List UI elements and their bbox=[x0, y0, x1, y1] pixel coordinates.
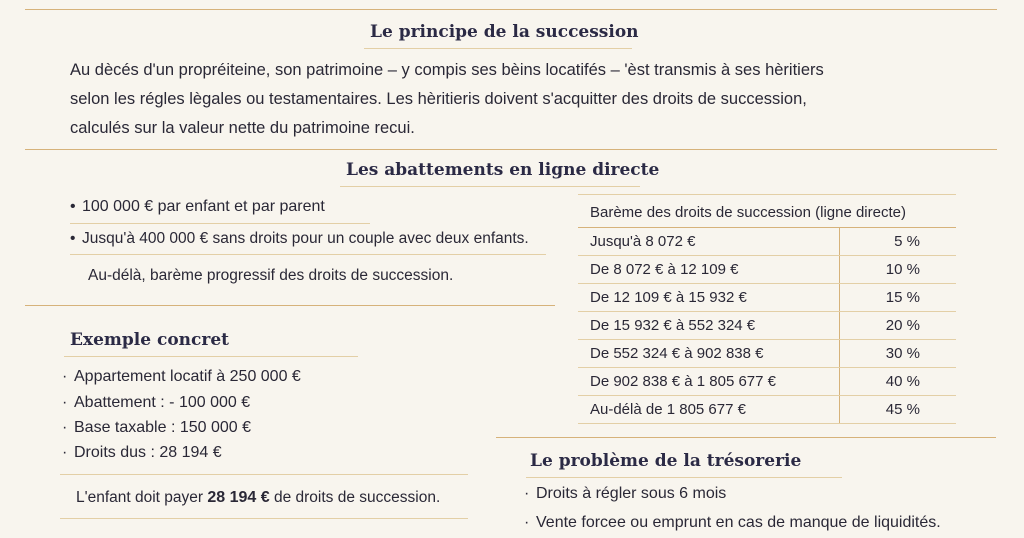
bareme-range: De 8 072 € à 12 109 € bbox=[578, 256, 840, 284]
principe-line: selon les régles lègales ou testamentaires. Les hèritieris doivent s'acquitter des droits de succession, bbox=[70, 90, 807, 108]
principe-line: Au dècés d'un propréiteine, son patrimoine – y compis ses bèins locatifés – 'èst transmis à ses hèritiers bbox=[70, 61, 824, 79]
exemple-title-underline bbox=[64, 356, 358, 357]
abattement-bullet: • Jusqu'à 400 000 € sans droits pour un couple avec deux enfants. bbox=[70, 230, 529, 247]
abattement-underline bbox=[70, 254, 546, 255]
principe-title: Le principe de la succession bbox=[370, 22, 639, 42]
exemple-bottom-rule bbox=[60, 518, 468, 519]
right-divider bbox=[496, 437, 996, 438]
left-divider bbox=[25, 305, 555, 306]
bareme-rate: 10 % bbox=[840, 256, 957, 284]
bareme-range: De 15 932 € à 552 324 € bbox=[578, 312, 840, 340]
exemple-item: · Base taxable : 150 000 € bbox=[62, 419, 252, 436]
bareme-range: Au-délà de 1 805 677 € bbox=[578, 396, 840, 424]
abattement-bullet: • 100 000 € par enfant et par parent bbox=[70, 198, 325, 215]
bareme-header: Barème des droits de succession (ligne directe) bbox=[578, 200, 956, 228]
bareme-rate: 30 % bbox=[840, 340, 957, 368]
table-row bbox=[578, 284, 956, 312]
principe-title-underline bbox=[364, 48, 632, 49]
abattement-note: Au-délà, barème progressif des droits de succession. bbox=[88, 267, 454, 284]
tresorerie-item: · Droits à régler sous 6 mois bbox=[524, 485, 727, 502]
exemple-divider bbox=[60, 474, 468, 475]
exemple-title: Exemple concret bbox=[70, 330, 230, 350]
principe-line: calculés sur la valeur nette du patrimoine recui. bbox=[70, 119, 415, 137]
bareme-rate: 20 % bbox=[840, 312, 957, 340]
bareme-rate: 15 % bbox=[840, 284, 957, 312]
table-row bbox=[578, 312, 956, 340]
bareme-rate: 45 % bbox=[840, 396, 957, 424]
exemple-conclusion: L'enfant doit payer 28 194 € de droits de succession. bbox=[76, 489, 441, 506]
tresorerie-item: · Vente forcee ou emprunt en cas de manque de liquidités. bbox=[524, 514, 941, 531]
bareme-rate: 40 % bbox=[840, 368, 957, 396]
principe-paragraph bbox=[70, 56, 824, 143]
abattements-title: Les abattements en ligne directe bbox=[346, 160, 660, 180]
table-row bbox=[578, 340, 956, 368]
bareme-range: De 552 324 € à 902 838 € bbox=[578, 340, 840, 368]
table-row bbox=[578, 256, 956, 284]
top-divider bbox=[25, 9, 997, 10]
bareme-range: De 12 109 € à 15 932 € bbox=[578, 284, 840, 312]
exemple-item: · Droits dus : 28 194 € bbox=[62, 444, 222, 461]
conclusion-amount: 28 194 € bbox=[207, 489, 270, 506]
table-row bbox=[578, 228, 956, 256]
bareme-range: De 902 838 € à 1 805 677 € bbox=[578, 368, 840, 396]
abattements-title-underline bbox=[340, 186, 640, 187]
bareme-rate: 5 % bbox=[840, 228, 957, 256]
bareme-top-rule bbox=[578, 194, 956, 195]
table-row bbox=[578, 396, 956, 424]
abattement-underline bbox=[70, 223, 370, 224]
bareme-range: Jusqu'à 8 072 € bbox=[578, 228, 840, 256]
table-row bbox=[578, 368, 956, 396]
tresorerie-title: Le problème de la trésorerie bbox=[530, 451, 802, 471]
exemple-item: · Abattement : - 100 000 € bbox=[62, 394, 251, 411]
tresorerie-title-underline bbox=[526, 477, 842, 478]
exemple-item: · Appartement locatif à 250 000 € bbox=[62, 368, 301, 385]
bareme-table bbox=[578, 200, 956, 424]
section-divider bbox=[25, 149, 997, 150]
